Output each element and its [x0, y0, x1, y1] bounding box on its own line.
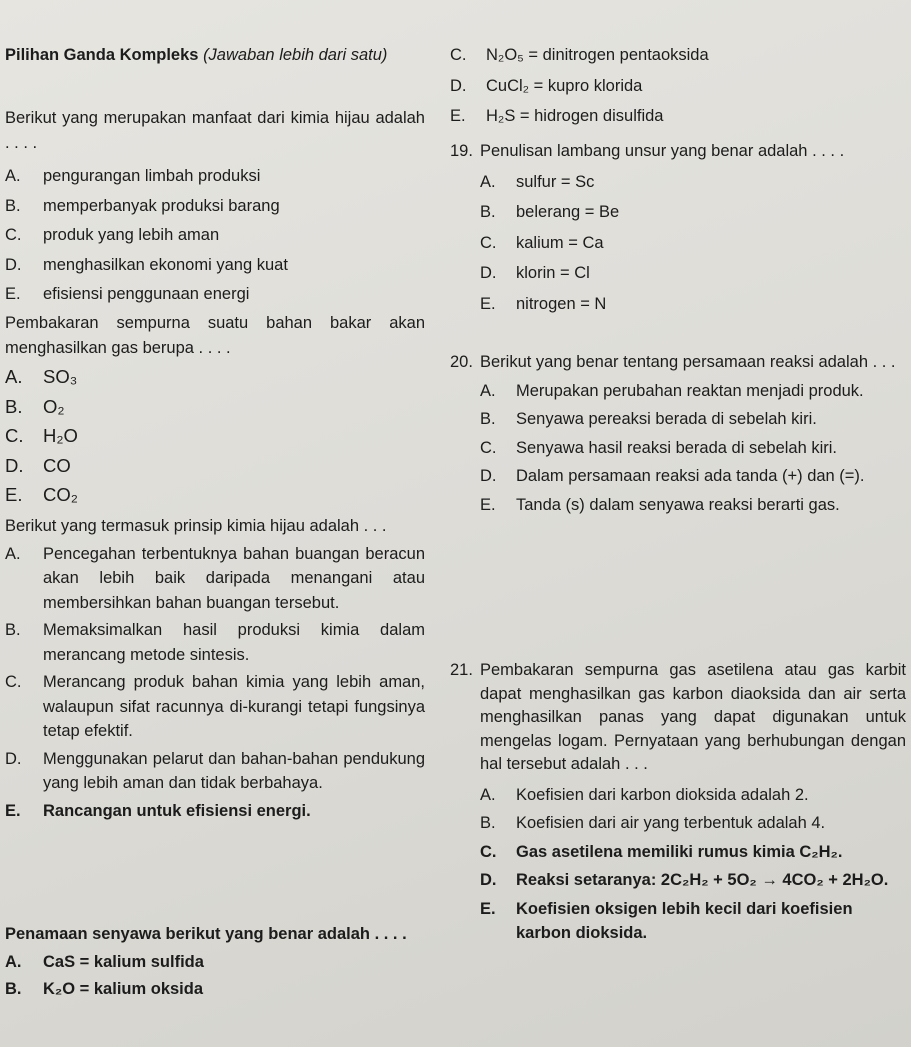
option-b[interactable]: B. Memaksimalkan hasil produksi kimia dalam merancang metode sintesis. [5, 621, 425, 664]
question-number: 19. [450, 142, 473, 160]
question-number: 20. [450, 353, 473, 371]
option-d[interactable]: D. Dalam persamaan reaksi ada tanda (+) dan (=). [480, 467, 865, 485]
option-a[interactable]: A. Merupakan perubahan reaktan menjadi produk. [480, 381, 864, 400]
option-e[interactable]: E. CO₂ [5, 484, 78, 505]
option-d[interactable]: D. CO [5, 454, 71, 476]
option-a[interactable]: A. Pencegahan terbentuknya bahan buangan beracun akan lebih baik daripada menangani atau membersihkan bahan buangan tersebut. [5, 544, 425, 612]
option-e[interactable]: E. Koefisien oksigen lebih kecil dari koefisien karbon dioksida. [480, 899, 853, 942]
option-d[interactable]: D. CuCl₂ = kupro klorida [450, 76, 643, 95]
option-c[interactable]: C. Gas asetilena memiliki rumus kimia C₂H₂. [480, 842, 843, 861]
question-stem: Pembakaran sempurna suatu bahan bakar akan menghasilkan gas berupa . . . . [5, 314, 425, 357]
option-c[interactable]: C. kalium = Ca [480, 233, 604, 252]
question-pembakaran [5, 311, 425, 508]
question-stem: 21. Pembakaran sempurna gas asetilena atau gas karbit dapat menghasilkan gas karbon diaoksida dan air serta menghasilkan panas yang dapat digunakan untuk mengelas logam. Pernyataan yang berhubungan dengan hal tersebut adalah . . . [450, 661, 906, 773]
option-e[interactable]: E. efisiensi penggunaan energi [5, 285, 250, 303]
option-b[interactable]: B. Koefisien dari air yang terbentuk adalah 4. [480, 814, 826, 832]
question-stem: Berikut yang merupakan manfaat dari kimia hijau adalah . . . . [5, 109, 425, 152]
option-a[interactable]: A. pengurangan limbah produksi [5, 167, 261, 185]
question-penamaan [5, 922, 425, 1002]
option-d[interactable]: D. Menggunakan pelarut dan bahan-bahan pendukung yang lebih aman dan tidak berbahaya. [5, 749, 425, 792]
option-b[interactable]: B. memperbanyak produksi barang [5, 196, 280, 215]
question-21 [450, 659, 906, 946]
question-stem: Penamaan senyawa berikut yang benar adalah . . . . [5, 925, 407, 943]
question-manfaat [5, 106, 425, 307]
question-penamaan-continued [450, 43, 906, 129]
option-b[interactable]: B. O₂ [5, 395, 65, 417]
question-stem: 19. Penulisan lambang unsur yang benar adalah . . . . [450, 139, 906, 164]
question-number: 21. [450, 661, 473, 679]
option-a[interactable]: A. sulfur = Sc [480, 172, 595, 191]
option-c[interactable]: C. N₂O₅ = dinitrogen pentaoksida [450, 46, 709, 64]
option-b[interactable]: B. Senyawa pereaksi berada di sebelah kiri. [480, 410, 817, 428]
option-c[interactable]: C. Senyawa hasil reaksi berada di sebelah kiri. [480, 438, 838, 457]
option-b[interactable]: B. K₂O = kalium oksida [5, 980, 204, 998]
question-prinsip [5, 514, 425, 823]
question-20 [450, 350, 906, 517]
section-heading [5, 43, 425, 68]
option-c[interactable]: C. H₂O [5, 425, 78, 446]
option-e[interactable]: E. nitrogen = N [480, 294, 607, 313]
option-d[interactable]: D. menghasilkan ekonomi yang kuat [5, 255, 288, 274]
option-a[interactable]: A. CaS = kalium sulfida [5, 952, 204, 971]
option-d[interactable]: D. klorin = Cl [480, 264, 590, 282]
option-c[interactable]: C. produk yang lebih aman [5, 226, 220, 244]
question-stem: 20. Berikut yang benar tentang persamaan reaksi adalah . . . [450, 350, 906, 375]
option-a[interactable]: A. Koefisien dari karbon dioksida adalah 2. [480, 785, 809, 804]
option-d[interactable]: D. Reaksi setaranya: 2C₂H₂ + 5O₂ → 4CO₂ + 2H₂O. [480, 871, 889, 889]
option-c[interactable]: C. Merancang produk bahan kimia yang lebih aman, walaupun sifat racunnya di-kurangi tetapi fungsinya tetap efektif. [5, 673, 425, 740]
option-e[interactable]: E. H₂S = hidrogen disulfida [450, 107, 664, 125]
question-19 [450, 139, 906, 316]
section-title: Pilihan Ganda Kompleks [5, 46, 199, 64]
section-subtitle: (Jawaban lebih dari satu) [203, 46, 388, 64]
option-a[interactable]: A. SO₃ [5, 366, 78, 387]
option-e[interactable]: E. Tanda (s) dalam senyawa reaksi berarti gas. [480, 495, 840, 514]
question-stem: Berikut yang termasuk prinsip kimia hijau adalah . . . [5, 517, 387, 535]
option-b[interactable]: B. belerang = Be [480, 203, 620, 221]
option-e[interactable]: E. Rancangan untuk efisiensi energi. [5, 801, 311, 820]
